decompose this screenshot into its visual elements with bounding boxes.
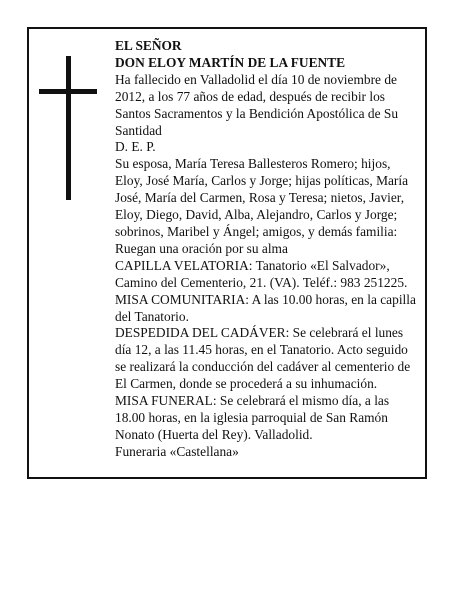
- prayer-request: Ruegan una oración por su alma: [115, 240, 288, 256]
- death-notice: Ha fallecido en Valladolid el día 10 de noviembre de 2012, a los 77 años de edad, después de recibir los Santos Sacramentos y la Bendición Apostólica de Su Santidad: [115, 71, 399, 138]
- obituary-notice: [27, 27, 427, 479]
- obituary-text: [115, 38, 421, 461]
- chapel-info: CAPILLA VELATORIA: Tanatorio «El Salvador», Camino del Cementerio, 21. (VA). Teléf.: 983 251225.: [115, 257, 408, 290]
- cross-horizontal-bar: [39, 89, 97, 94]
- rest-in-peace: D. E. P.: [115, 139, 156, 155]
- title-line: EL SEÑOR: [115, 38, 182, 53]
- cross-icon: [39, 56, 97, 200]
- funeral-mass-info: MISA FUNERAL: Se celebrará el mismo día, a las 18.00 horas, en la iglesia parroquial de San Ramón Nonato (Huerta del Rey). Valladolid.: [115, 393, 390, 442]
- farewell-info: DESPEDIDA DEL CADÁVER: Se celebrará el lunes día 12, a las 11.45 horas, en el Tanatorio. Acto seguido se realizará la conducción del cadáver al cementerio de El Carmen, donde se procederá a su inhumación.: [115, 325, 411, 392]
- deceased-name: DON ELOY MARTÍN DE LA FUENTE: [115, 54, 346, 70]
- funeral-home: Funeraria «Castellana»: [115, 443, 239, 459]
- family-list: Su esposa, María Teresa Ballesteros Romero; hijos, Eloy, José María, Carlos y Jorge; hijas políticas, María José, María del Carmen, Rosa y Teresa; nietos, Javier, Eloy, Diego, David, Alba, Alejandro, Carlos y Jorge; sobrinos, Maribel y Ángel; amigos, y demás familia:: [115, 156, 409, 239]
- community-mass-info: MISA COMUNITARIA: A las 10.00 horas, en la capilla del Tanatorio.: [115, 291, 416, 324]
- cross-vertical-bar: [66, 56, 71, 200]
